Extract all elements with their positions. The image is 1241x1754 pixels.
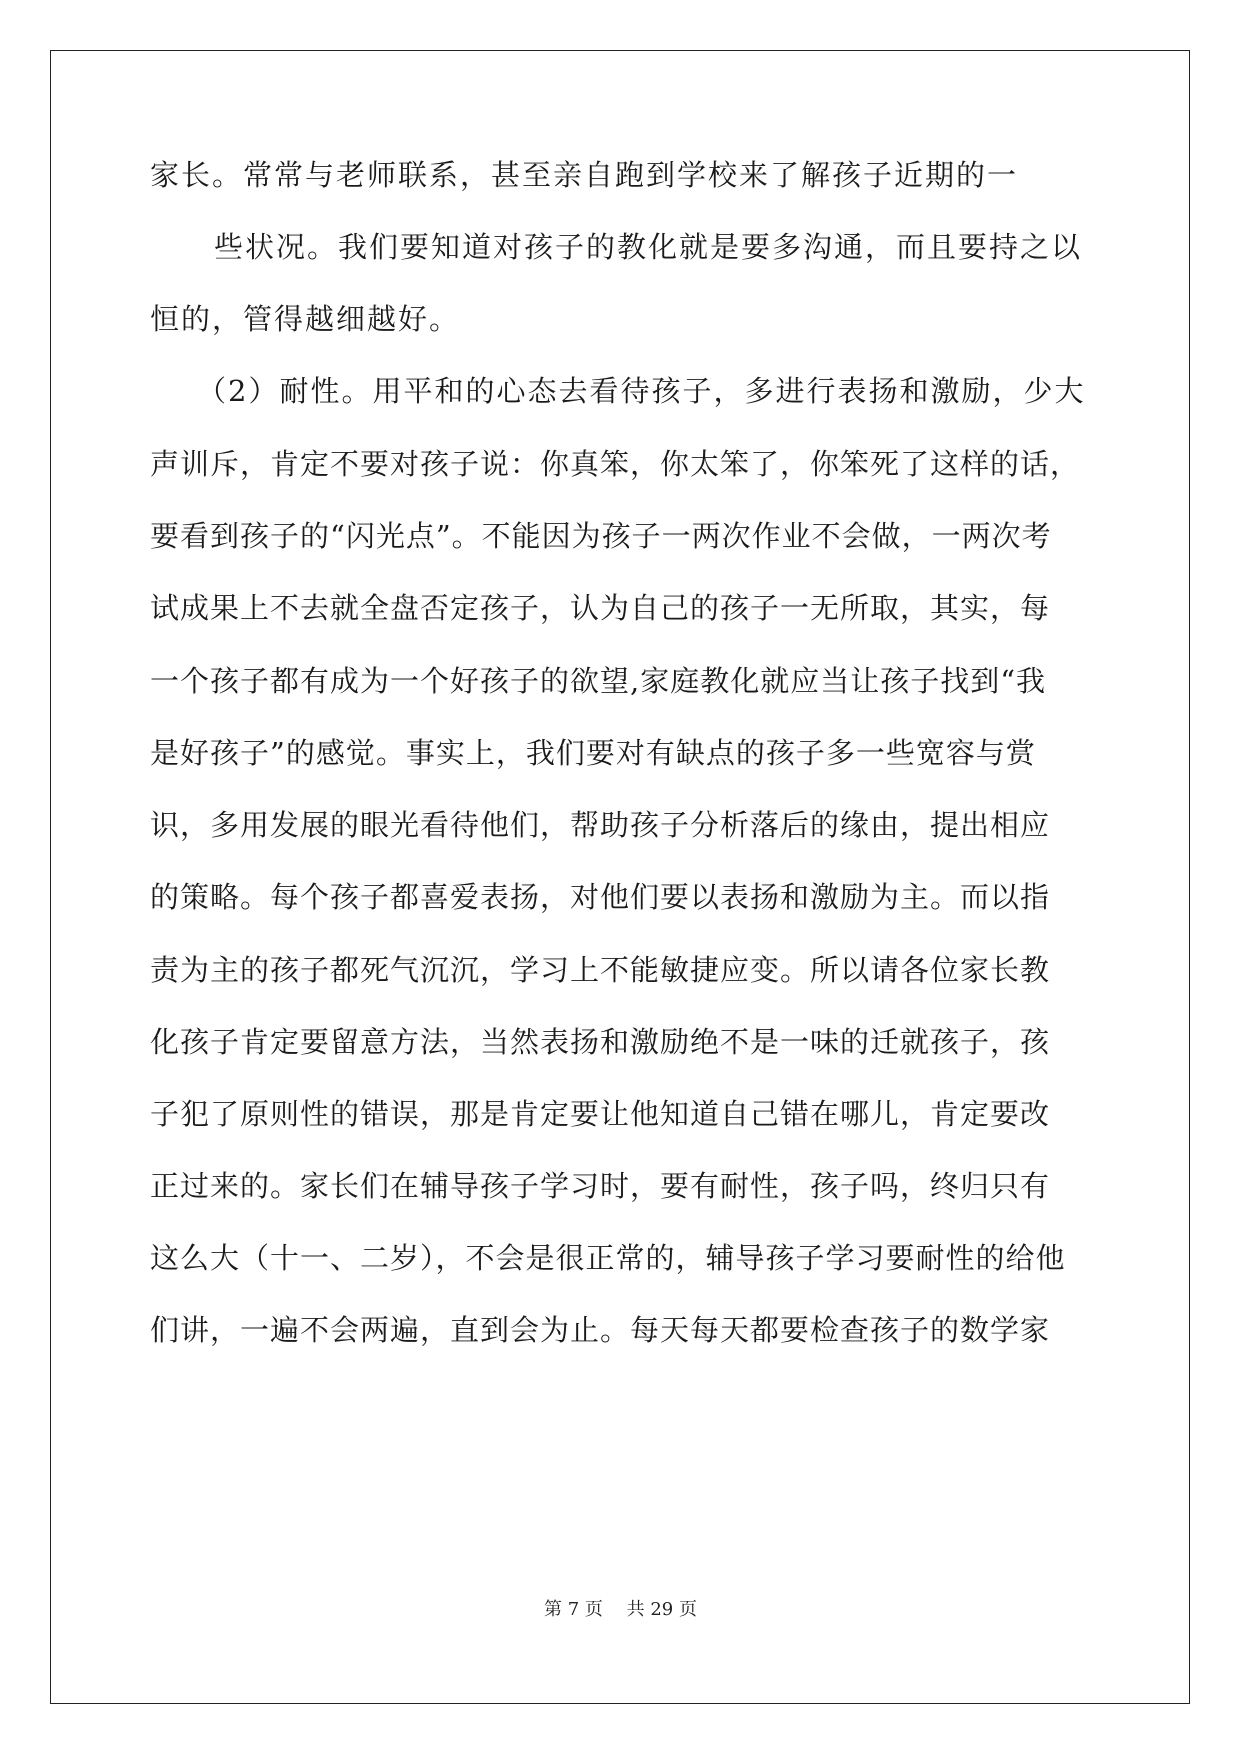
- body-text-line: 的策略。每个孩子都喜爱表扬，对他们要以表扬和激励为主。而以指: [150, 880, 1051, 914]
- body-text-line: 一个孩子都有成为一个好孩子的欲望,家庭教化就应当让孩子找到“我: [150, 664, 1047, 698]
- body-text-line: 子犯了原则性的错误，那是肯定要让他知道自己错在哪儿，肯定要改: [150, 1097, 1051, 1131]
- body-text-line: 责为主的孩子都死气沉沉，学习上不能敏捷应变。所以请各位家长教: [150, 953, 1051, 987]
- body-text-line: （2）耐性。用平和的心态去看待孩子，多进行表扬和激励，少大: [197, 374, 1086, 408]
- body-text-line: 家长。常常与老师联系，甚至亲自跑到学校来了解孩子近期的一: [150, 158, 1019, 192]
- body-text-line: 这么大（十一、二岁），不会是很正常的，辅导孩子学习要耐性的给他: [150, 1241, 1066, 1275]
- body-text-line: 声训斥，肯定不要对孩子说：你真笨，你太笨了，你笨死了这样的话，: [150, 447, 1081, 481]
- page-number-footer: 第 7 页 共 29 页: [544, 1599, 697, 1620]
- body-text-line: 化孩子肯定要留意方法，当然表扬和激励绝不是一味的迁就孩子，孩: [150, 1025, 1051, 1059]
- body-text-line: 们讲，一遍不会两遍，直到会为止。每天每天都要检查孩子的数学家: [150, 1313, 1051, 1347]
- body-text-line: 试成果上不去就全盘否定孩子，认为自己的孩子一无所取，其实，每: [150, 591, 1051, 625]
- body-text-line: 些状况。我们要知道对孩子的教化就是要多沟通，而且要持之以: [214, 230, 1083, 264]
- body-text-line: 是好孩子”的感觉。事实上，我们要对有缺点的孩子多一些宽容与赏: [150, 736, 1036, 770]
- body-text-line: 正过来的。家长们在辅导孩子学习时，要有耐性，孩子吗，终归只有: [150, 1169, 1051, 1203]
- body-text-line: 恒的，管得越细越好。: [150, 302, 461, 336]
- body-text-line: 识，多用发展的眼光看待他们，帮助孩子分析落后的缘由，提出相应: [150, 808, 1051, 842]
- body-text-line: 要看到孩子的“闪光点”。不能因为孩子一两次作业不会做，一两次考: [150, 519, 1052, 553]
